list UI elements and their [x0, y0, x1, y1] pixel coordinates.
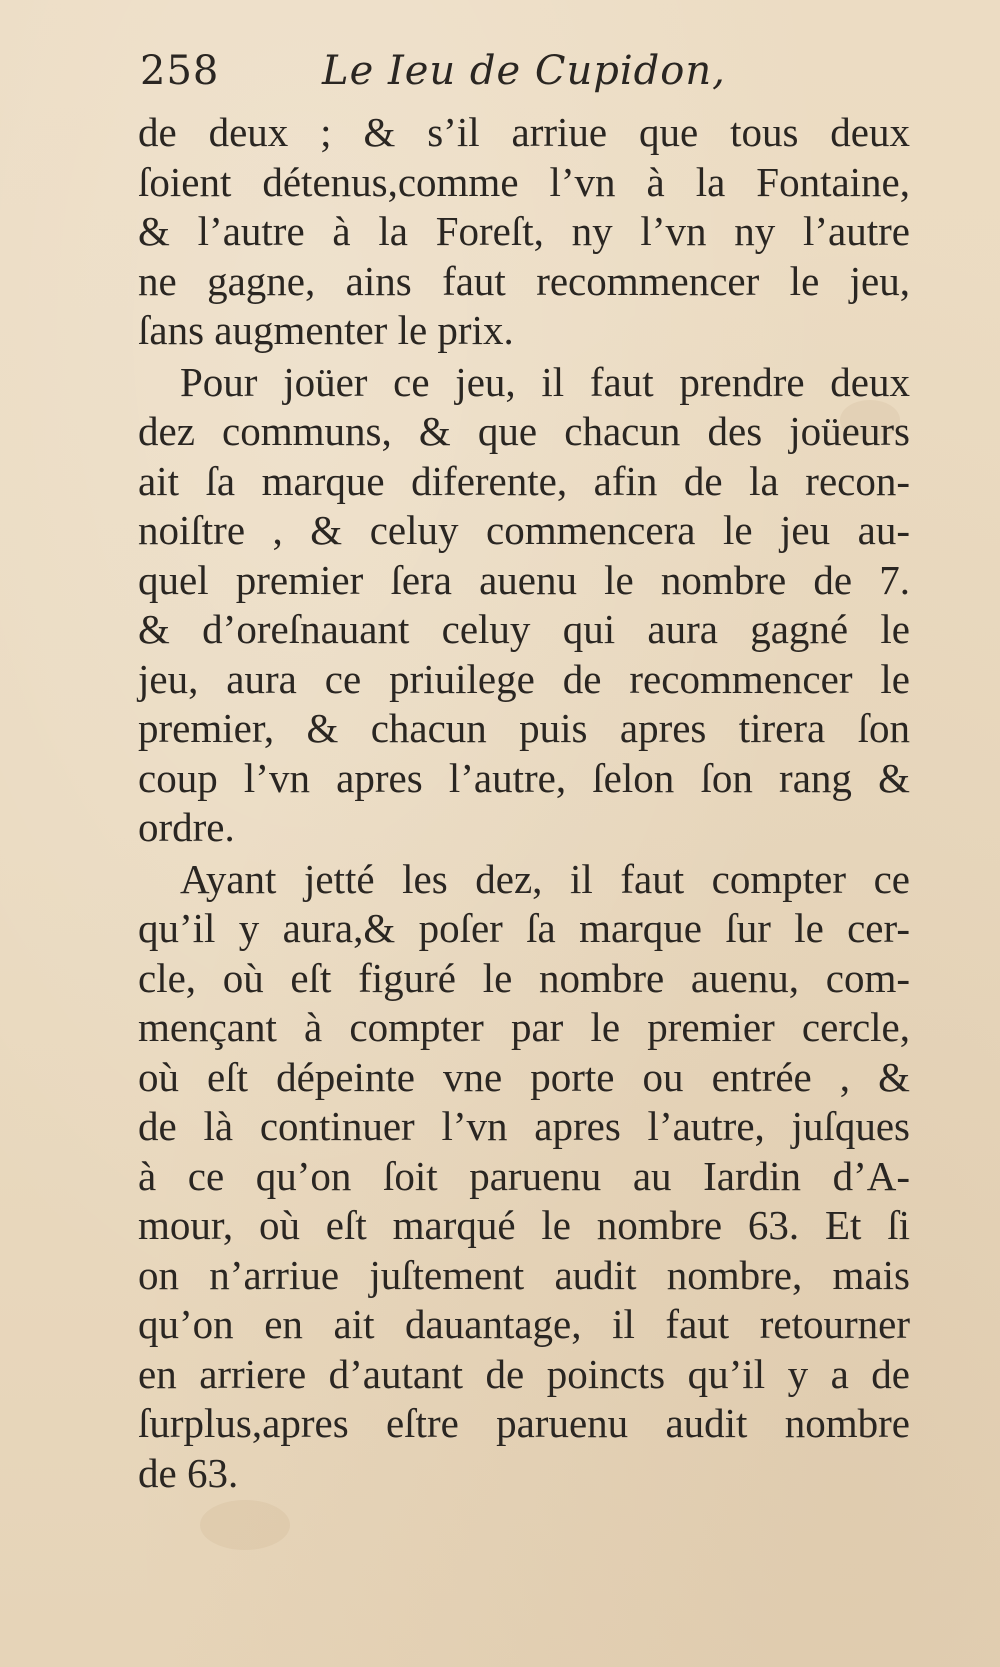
text-line: on n’arriue juſtement audit nombre, mais	[138, 1251, 910, 1298]
text-line: Pour joüer ce jeu, il faut prendre deux	[180, 358, 910, 405]
text-line: premier, & chacun puis apres tirera ſon	[138, 705, 910, 751]
text-line: qu’il y aura,& poſer ſa marque ſur le cer-	[138, 905, 910, 951]
paper-stain	[200, 1500, 290, 1550]
text-line: en arriere d’autant de poincts qu’il y a de	[138, 1350, 910, 1397]
text-line: & l’autre à la Foreſt, ny l’vn ny l’autre	[138, 208, 910, 254]
text-line: ſurplus,apres eſtre paruenu audit nombre	[138, 1400, 910, 1446]
paragraph	[138, 358, 910, 853]
paragraph	[138, 855, 910, 1499]
text-line: Ayant jetté les dez, il faut compter ce	[180, 855, 910, 902]
text-line: dez communs, & que chacun des joüeurs	[138, 408, 910, 454]
text-line: ordre.	[138, 804, 235, 850]
text-line: de là continuer l’vn apres l’autre, juſques	[138, 1103, 910, 1149]
text-line: de 63.	[138, 1449, 239, 1496]
text-line: mour, où eſt marqué le nombre 63. Et ſi	[138, 1202, 910, 1248]
text-line: qu’on en ait dauantage, il faut retourner	[138, 1301, 910, 1347]
text-line: & d’oreſnauant celuy qui aura gagné le	[138, 606, 910, 652]
text-line: coup l’vn apres l’autre, ſelon ſon rang &	[138, 754, 910, 801]
text-line: noiſtre , & celuy commencera le jeu au-	[138, 507, 910, 553]
page-header	[140, 48, 940, 108]
text-line: à ce qu’on ſoit paruenu au Iardin d’A-	[138, 1152, 910, 1199]
text-line: ſans augmenter le prix.	[138, 307, 514, 353]
text-line: jeu, aura ce priuilege de recommencer le	[138, 655, 910, 702]
text-line: mençant à compter par le premier cercle,	[138, 1004, 910, 1050]
text-line: où eſt dépeinte vne porte ou entrée , &	[138, 1053, 910, 1100]
text-line: de deux ; & s’il arriue que tous deux	[138, 109, 910, 155]
running-title: Le Ieu de Cupidon,	[322, 48, 726, 94]
text-line: ne gagne, ains faut recommencer le jeu,	[138, 257, 910, 304]
text-line: cle, où eſt figuré le nombre auenu, com-	[138, 954, 910, 1001]
text-line: ſoient détenus,comme l’vn à la Fontaine,	[138, 158, 910, 205]
text-line: quel premier ſera auenu le nombre de 7.	[138, 556, 910, 603]
body-text	[138, 108, 910, 1498]
text-line: ait ſa marque diferente, afin de la recon-	[138, 457, 910, 504]
page-number: 258	[140, 48, 220, 94]
paragraph	[138, 108, 910, 356]
